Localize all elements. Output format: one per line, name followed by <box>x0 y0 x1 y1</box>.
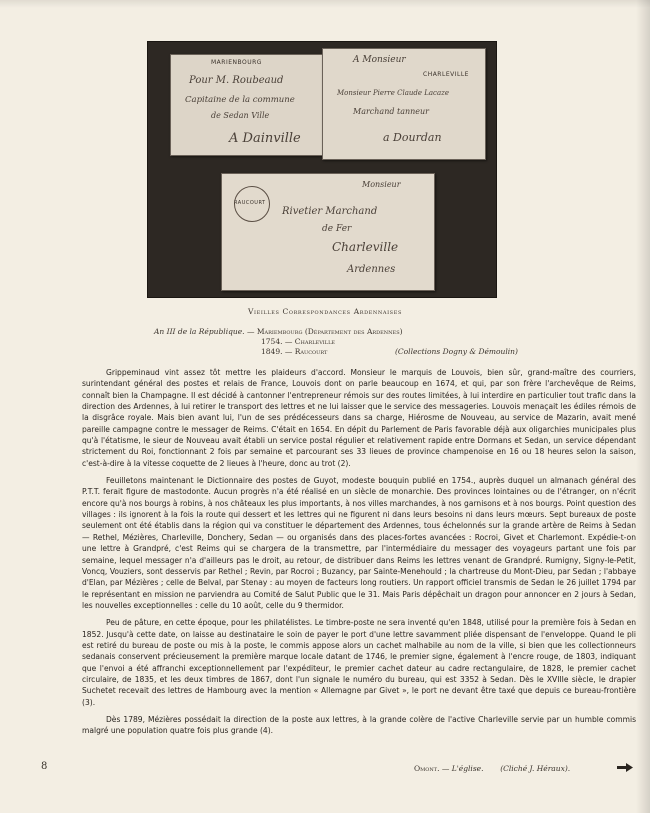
page-number: 8 <box>41 761 48 772</box>
letter-ink-line: de Sedan Ville <box>211 111 270 120</box>
letter-ink-line: A Dainville <box>229 131 301 146</box>
letters-photograph <box>147 41 497 298</box>
next-page-arrow-icon <box>617 763 633 772</box>
caption-line-3 <box>261 347 327 356</box>
page-top-shadow <box>0 0 650 8</box>
body-paragraph-3: Peu de pâture, en cette époque, pour les philatélistes. Le timbre-poste ne sera inventé qu'en 1848, utilisé pour la première fois à Sedan en 1852. Jusqu'à cette date, on laisse au destinataire le soin de payer le port d'une lettre savamment pliée dispensant de l'enveloppe. Quand le pli est retiré du bureau de poste ou mis à la poste, le commis appose alors un cachet malhabile au nom de la ville, si bien que les collectionneurs sedanais conservent précieusement la première marque locale datant de 1746, le premier signe, également à l'encre rouge, de 1803, indiquant que l'envoi a été affranchi exceptionnellement par l'expéditeur, le premier cachet dateur au cadre rectangulaire, de 1828, le premier cachet circulaire, de 1835, et les deux timbres de 1867, dont l'un signale le numéro du bureau, qui est 3352 à Sedan. Dès le XVIIIe siècle, le drapier Suchetet recevait des lettres de Hambourg avec la mention « Allemagne par Givet », le port ne devant être taxé que depuis ce bureau-frontière (3). <box>82 618 636 707</box>
letter-ink-line: a Dourdan <box>383 131 442 144</box>
body-paragraph-4: Dès 1789, Mézières possédait la direction de la poste aux lettres, à la grande colère de l'active Charleville servie par un humble commis malgré une population quatre fois plus grande (4). <box>82 714 636 736</box>
letter-stamp-text: RAUCOURT <box>234 200 266 206</box>
body-paragraph-2: Feuilletons maintenant le Dictionnaire des postes de Guyot, modeste bouquin publié en 1754., auprès duquel un almanach général des P.T.T. ferait figure de mastodonte. Aucun progrès n'a été réalisé en un siècle de monarchie. Des provinces lointaines ou de l'étranger, on n'écrit encore qu'à nos bourgs à robins, à nos châteaux les plus importants, à nos villes marchandes, à nos garnisons et à nos bourgs. Point question des villages : ils ignorent à la fois la route qui dessert et les lettres qui ne figurent ni dans leurs besoins ni dans leurs mœurs. Sept bureaux de poste seulement ont été établis dans la région qui va constituer le département des Ardennes, tous échelonnés sur la grande artère de Reims à Sedan — Rethel, Mézières, Charleville, Donchery, Sedan — ou organisés dans des places-fortes avancées : Rocroi, Givet et Charlemont. Expédie-t-on une lettre à Grandpré, c'est Reims qui se chargera de la transmettre, par l'intermédiaire du messager des voyageurs partant une fois par semaine, lequel messager n'a d'ailleurs pas le droit, au retour, de distribuer dans Reims les lettres venant de Grandpré. Rumigny, Signy-le-Petit, Voncq, Vouziers, sont desservis par Rethel ; Revin, par Rocroi ; Buzancy, par Sainte-Menehould ; la chartreuse du Mont-Dieu, par Sedan ; l'abbaye d'Elan, par Mézières ; celle de Belval, par Stenay : au moyen de facteurs long routiers. Un rapport officiel transmis de Sedan le 26 juillet 1794 par le représentant en mission ne parviendra au Comité de Salut Public que le 31. Mais Paris dépêchait un dragon pour annoncer en 2 jours à Sedan, les nouvelles exceptionnelles : celle du 10 août, celle du 9 thermidor. <box>82 476 636 610</box>
footer-photo-credit: Omont. — L'église. (Cliché J. Héraux). <box>414 764 571 773</box>
letter-ink-line: Capitaine de la commune <box>185 95 295 105</box>
letter-ink-line: Pour M. Roubeaud <box>189 75 284 86</box>
letter-charleville <box>322 48 486 160</box>
caption-date: 1849. <box>261 347 283 356</box>
letter-stamp-text: CHARLEVILLE <box>423 71 469 78</box>
letter-mariembourg <box>170 54 330 156</box>
article-body <box>82 367 636 743</box>
caption-place: — Mariembourg (Département des Ardennes) <box>244 327 403 336</box>
letter-raucourt <box>221 173 435 291</box>
caption-date: An III de la République. <box>154 327 245 336</box>
figure-caption-title: Vieilles Correspondances Ardennaises <box>248 307 402 316</box>
footer-work: L'église. <box>451 764 484 773</box>
letter-stamp-text: MARIENBOURG <box>211 59 262 66</box>
caption-line-2 <box>261 337 335 346</box>
caption-date: 1754. <box>261 337 283 346</box>
letter-ink-line: Ardennes <box>347 264 396 275</box>
letter-ink-line: Monsieur Pierre Claude Lacaze <box>337 89 449 97</box>
footer-author: Omont. <box>414 764 440 773</box>
body-paragraph-1: Grippeminaud vint assez tôt mettre les plaideurs d'accord. Monsieur le marquis de Louvois, bien sûr, grand-maître des courriers, surintendant général des postes et relais de France, Louvois dont on parle beaucoup en 1674, et qui, par son frère l'archevêque de Reims, connaît bien la Champagne. Il est décidé à cantonner l'entrepreneur rémois sur des routes limitées, à lui interdire en particulier tout trafic dans la direction des Ardennes, à lui retirer le transport des lettres et ne lui laisser que le service des messageries. Louvois menaçait les édiles rémois de la disgrâce royale. Mais bien avant lui, l'un de ses prédécesseurs dans sa charge, Hiérosme de Nouveau, au service de Mazarin, avait mené pareille campagne contre le messager de Reims. C'était en 1654. En dépit du Parlement de Paris favorable déjà aux oligarchies municipales plus qu'à l'étatisme, le sieur de Nouveau avait établi un service postal régulier et relativement rapide entre Dormans et Sedan, un service dépendant strictement du Roi, fonctionnant 2 fois par semaine et parcourant ses 33 lieues de province champenoise en 16 ou 18 heures selon la saison, c'est-à-dire à la vitesse coquette de 2 lieues à l'heure, donc au trot (2). <box>82 368 636 468</box>
letter-ink-line: A Monsieur <box>353 55 406 65</box>
letter-ink-line: Charleville <box>332 240 399 254</box>
caption-collection: (Collections Dogny & Démoulin) <box>395 347 518 356</box>
letter-ink-line: de Fer <box>322 224 352 234</box>
footer-credit-text: (Cliché J. Héraux). <box>500 764 571 773</box>
caption-credit <box>395 347 518 356</box>
caption-place: — Raucourt <box>282 347 328 356</box>
caption-line-1 <box>154 327 403 336</box>
letter-ink-line: Rivetier Marchand <box>282 206 378 217</box>
caption-place: — Charleville <box>282 337 336 346</box>
letter-ink-line: Marchand tanneur <box>353 107 430 116</box>
letter-ink-line: Monsieur <box>362 180 401 189</box>
page-edge-shadow <box>636 0 650 813</box>
